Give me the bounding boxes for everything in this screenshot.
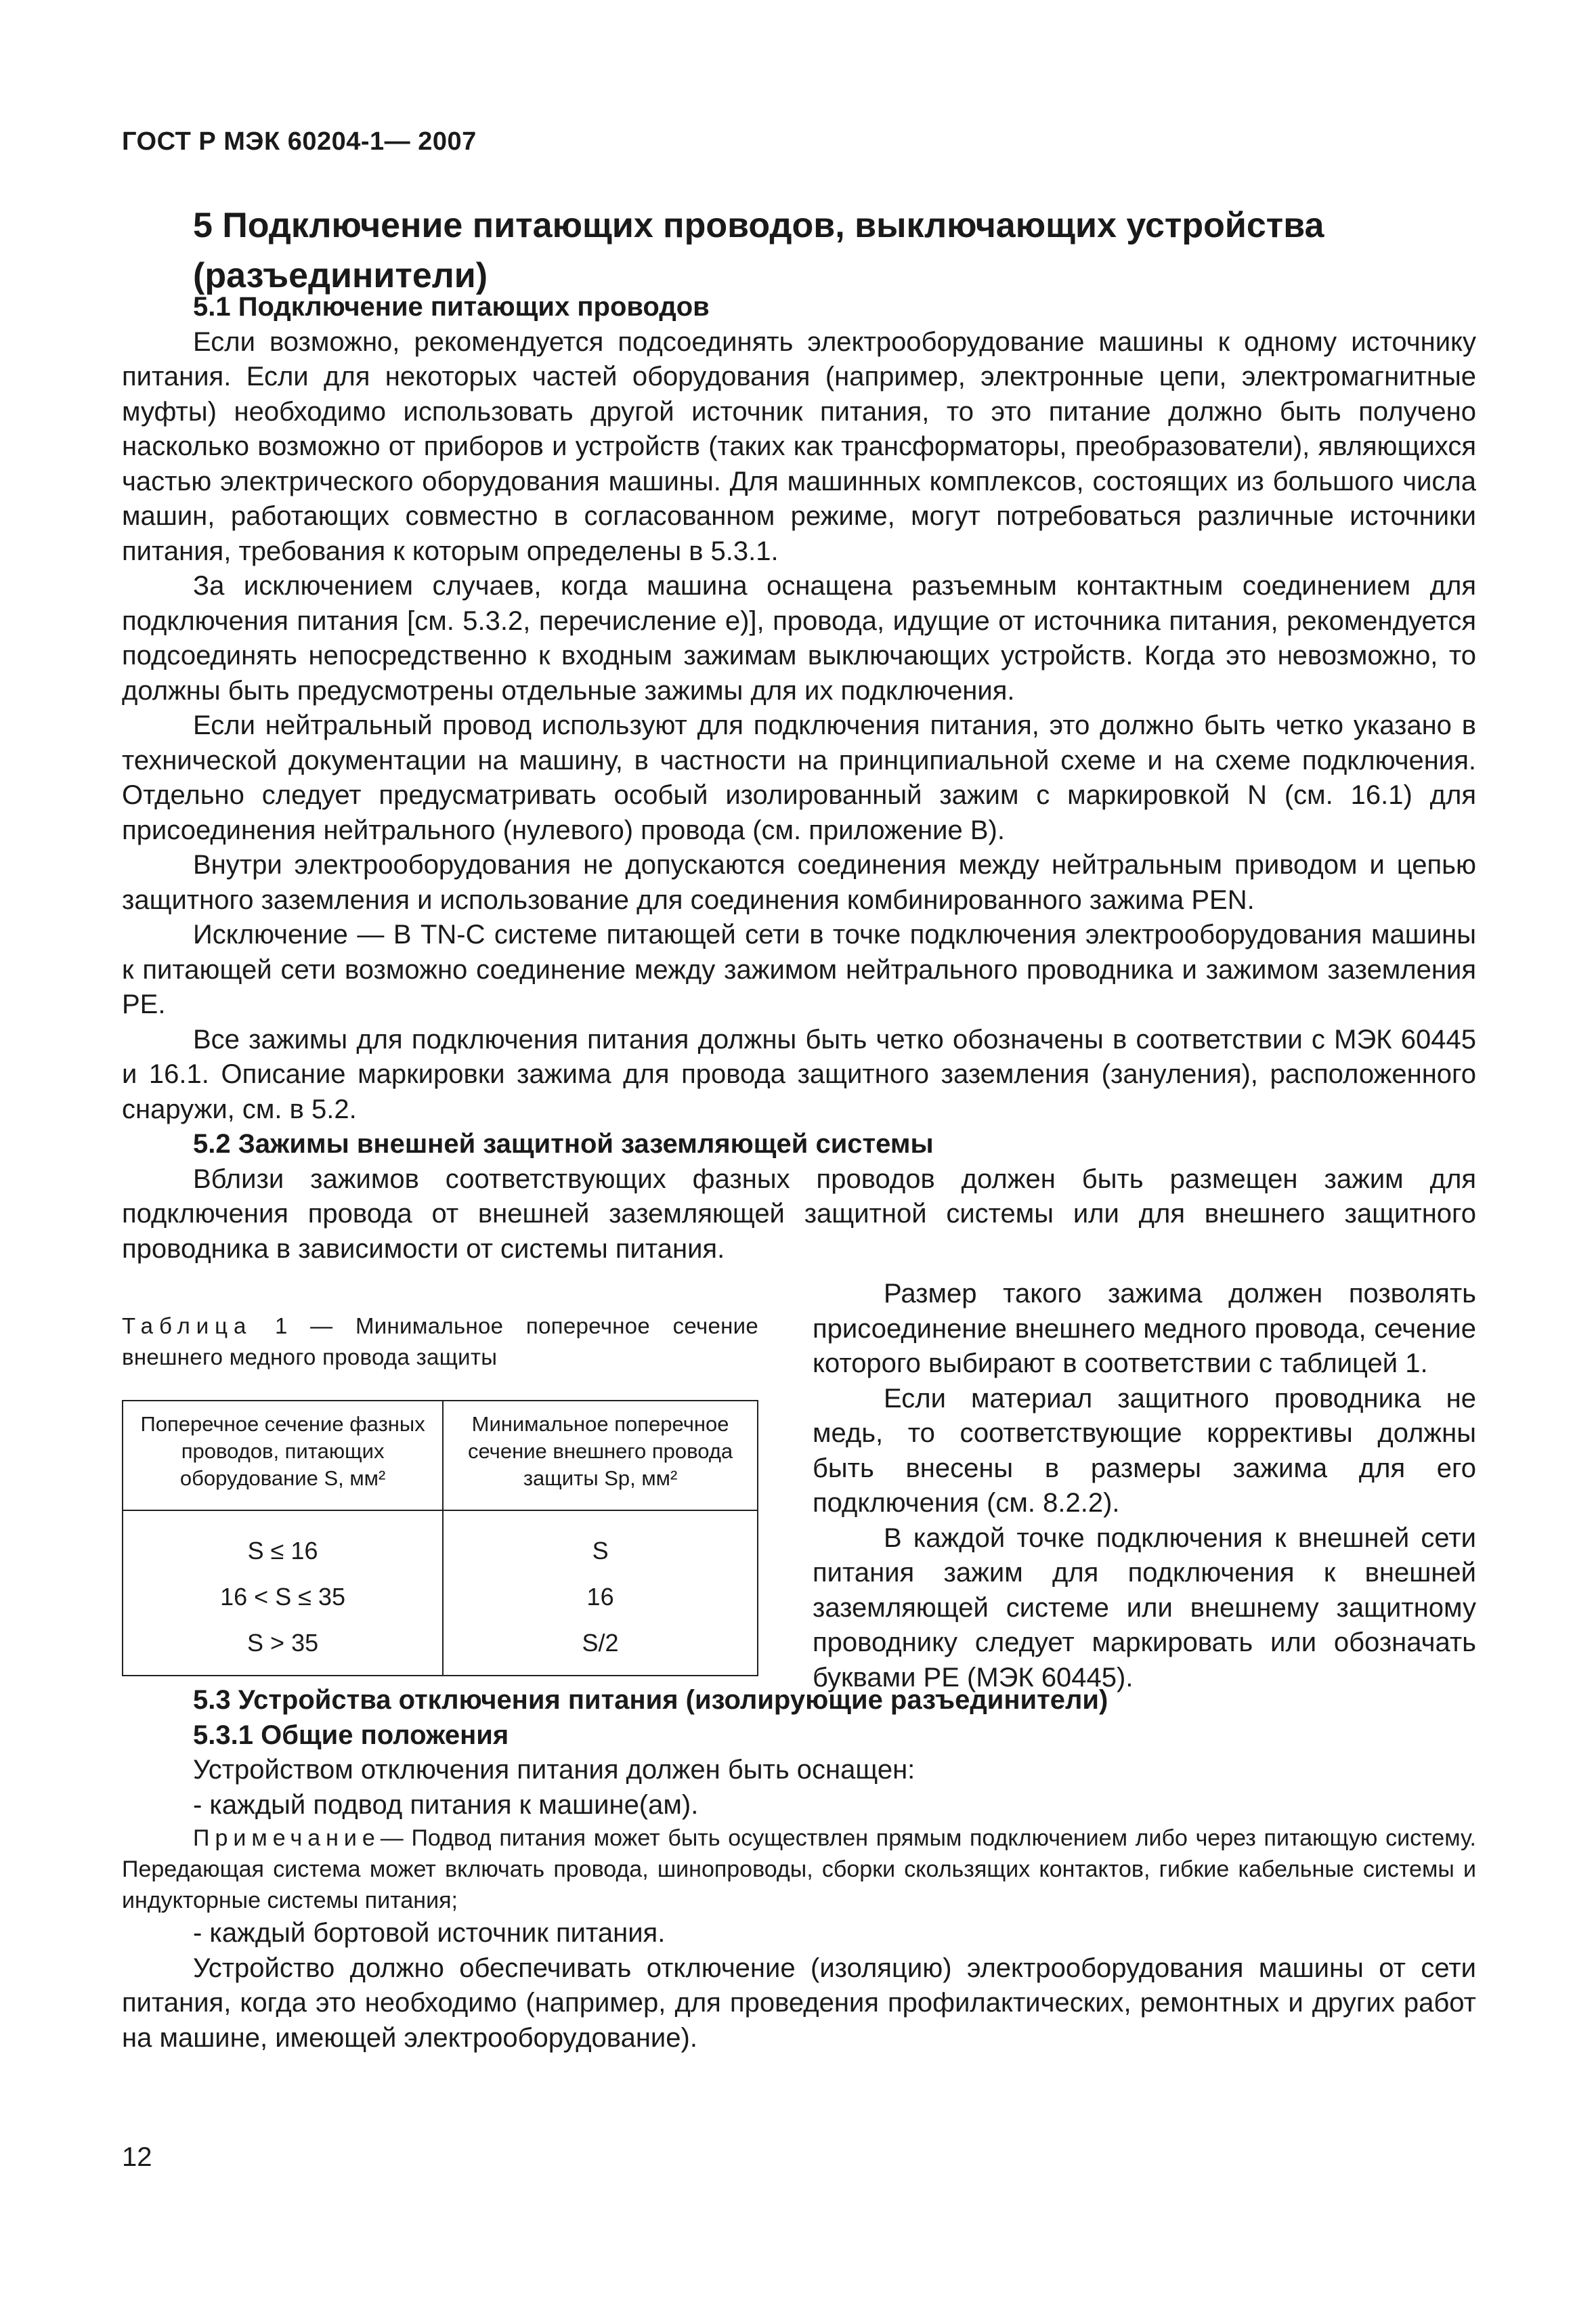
note-label: Примечание: [193, 1825, 381, 1851]
table-1: [122, 1400, 758, 1676]
paragraph: Исключение — В TN-C системе питающей сети в точке подключения электрооборудования машины к питающей сети возможно соединение между зажимом нейтрального проводника и зажимом заземления PE.: [122, 920, 1476, 1019]
table-caption: [122, 1311, 758, 1373]
paragraph: Вблизи зажимов соответствующих фазных проводов должен быть размещен зажим для подключения провода от внешней заземляющей защитной системы или для внешнего защитного проводника в зависимости от системы питания.: [122, 1164, 1476, 1264]
paragraph: Устройство должно обеспечивать отключение (изоляцию) электрооборудования машины от сети питания, когда это необходимо (например, для проведения профилактических, ремонтных и других работ на машине, имеющей электрооборудование).: [122, 1953, 1476, 2053]
paragraph: Устройством отключения питания должен быть оснащен:: [193, 1755, 915, 1785]
paragraph: Если возможно, рекомендуется подсоединять электрооборудование машины к одному источнику питания. Если для некоторых частей оборудования (например, электронные цепи, электромагнитные муфты) необходимо использовать другой источник питания, то это питание должно быть получено насколько возможно от приборов и устройств (таких как трансформаторы, преобразователи), являющихся частью электрического оборудования машины. Для машинных комплексов, состоящих из большого числа машин, работающих совместно в согласованном режиме, могут потребоваться различные источники питания, требования к которым определены в 5.3.1.: [122, 326, 1476, 566]
list-item: - каждый бортовой источник питания.: [193, 1918, 666, 1948]
paragraph: Все зажимы для подключения питания должны быть четко обозначены в соответствии с МЭК 60445 и 16.1. Описание маркировки зажима для провода защитного заземления (зануления), расположенного снаружи, см. в 5.2.: [122, 1024, 1476, 1124]
page-number: 12: [122, 2142, 152, 2172]
table-cell: 16 < S ≤ 35: [123, 1574, 443, 1620]
note: [122, 1823, 1476, 1916]
table-cell: S/2: [443, 1620, 758, 1676]
table-caption-text: 1 — Минимальное поперечное сечение внешнего медного провода защиты: [122, 1313, 759, 1369]
document-header: ГОСТ Р МЭК 60204-1— 2007: [122, 127, 477, 156]
paragraph: За исключением случаев, когда машина оснащена разъемным контактным соединением для подключения питания [см. 5.3.2, перечисление е)], провода, идущие от источника питания, рекомендуется подсоединять непосредственно к входным зажимам выключающих устройств. Когда это невозможно, то должны быть предусмотрены отдельные зажимы для их подключения.: [122, 571, 1476, 706]
table-1-block: [122, 1311, 758, 1676]
section-5-1: [122, 290, 1476, 1267]
note-text: — Подвод питания может быть осуществлен прямым подключением либо через питающую систему. Передающая система может включать провода, шинопроводы, сборки скользящих контактов, гибкие кабельные системы и индукторные системы питания;: [122, 1825, 1476, 1913]
table-row: [123, 1620, 758, 1676]
section-title-line2: (разъединители): [193, 256, 488, 295]
table-cell: S ≤ 16: [123, 1510, 443, 1574]
paragraph: Размер такого зажима должен позволять присоединение внешнего медного провода, сечение которого выбирают в соответствии с таблицей 1.: [813, 1279, 1476, 1378]
list-item: - каждый подвод питания к машине(ам).: [193, 1789, 699, 1820]
table-row: [123, 1574, 758, 1620]
section-title-line1: 5 Подключение питающих проводов, выключающих устройства: [193, 206, 1324, 245]
paragraph: В каждой точке подключения к внешней сети питания зажим для подключения к внешней заземляющей системе или внешнему защитному проводнику следует маркировать или обозначать буквами PE (МЭК 60445).: [813, 1523, 1476, 1693]
heading-5-2: 5.2 Зажимы внешней защитной заземляющей системы: [193, 1129, 934, 1159]
heading-5-3: 5.3 Устройства отключения питания (изолирующие разъединители): [193, 1685, 1108, 1715]
table-caption-label: Таблица: [122, 1313, 253, 1338]
section-title: [193, 200, 1480, 301]
table-header-cell: Минимальное поперечное сечение внешнего провода защиты Sp, мм²: [443, 1401, 758, 1510]
table-cell: 16: [443, 1574, 758, 1620]
paragraph: Если нейтральный провод используют для подключения питания, это должно быть четко указано в технической документации на машину, в частности на принципиальной схеме и на схеме подключения. Отдельно следует предусматривать особый изолированный зажим с маркировкой N (см. 16.1) для присоединения нейтрального (нулевого) провода (см. приложение В).: [122, 710, 1476, 845]
heading-5-3-1: 5.3.1 Общие положения: [193, 1720, 509, 1750]
table-row: [123, 1510, 758, 1574]
table-header-cell: Поперечное сечение фазных проводов, питающих оборудование S, мм²: [123, 1401, 443, 1510]
paragraph: Если материал защитного проводника не медь, то соответствующие коррективы должны быть внесены в размеры зажима для его подключения (см. 8.2.2).: [813, 1383, 1476, 1518]
table-cell: S > 35: [123, 1620, 443, 1676]
paragraph: Внутри электрооборудования не допускаются соединения между нейтральным приводом и цепью защитного заземления и использование для соединения комбинированного зажима PEN.: [122, 850, 1476, 915]
heading-5-1: 5.1 Подключение питающих проводов: [193, 292, 710, 322]
table-cell: S: [443, 1510, 758, 1574]
section-5-3: [122, 1683, 1476, 2056]
section-5-2-right-column: [813, 1277, 1476, 1695]
